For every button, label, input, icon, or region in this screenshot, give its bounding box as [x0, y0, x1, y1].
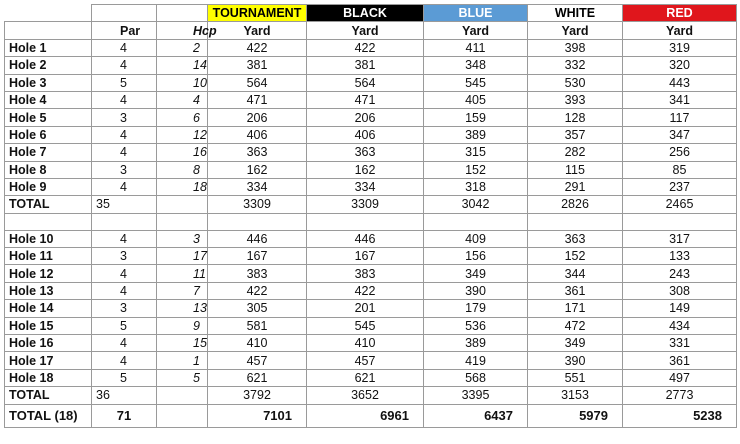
- yardage-white: 152: [528, 248, 623, 265]
- hcp-value: 11: [157, 265, 208, 282]
- yardage-red: 243: [623, 265, 737, 282]
- hcp-value: 12: [157, 126, 208, 143]
- yardage-tournament: 564: [208, 74, 307, 91]
- empty-cell: [92, 213, 157, 230]
- yardage-white: 128: [528, 109, 623, 126]
- empty-corner: [5, 5, 92, 22]
- yard-header: Yard: [424, 22, 528, 39]
- yardage-blue: 348: [424, 57, 528, 74]
- yardage-white: 390: [528, 352, 623, 369]
- hcp-value: 3: [157, 230, 208, 247]
- total-par: 35: [92, 196, 157, 213]
- hole-label: Hole 18: [5, 369, 92, 386]
- yardage-blue: 409: [424, 230, 528, 247]
- table-row: [5, 230, 737, 247]
- yardage-white: 115: [528, 161, 623, 178]
- yardage-white: 171: [528, 300, 623, 317]
- par-value: 5: [92, 74, 157, 91]
- yardage-black: 564: [307, 74, 424, 91]
- hole-label: Hole 3: [5, 74, 92, 91]
- yardage-red: 331: [623, 335, 737, 352]
- hcp-value: 13: [157, 300, 208, 317]
- par-value: 3: [92, 300, 157, 317]
- total-label: TOTAL: [5, 387, 92, 404]
- yardage-white: 282: [528, 144, 623, 161]
- total-yardage-tournament: 3309: [208, 196, 307, 213]
- yardage-black: 167: [307, 248, 424, 265]
- yardage-white: 393: [528, 91, 623, 108]
- yardage-white: 551: [528, 369, 623, 386]
- yardage-white: 344: [528, 265, 623, 282]
- yardage-white: 398: [528, 39, 623, 56]
- table-row: [5, 57, 737, 74]
- hole-label: Hole 2: [5, 57, 92, 74]
- table-body: [5, 5, 737, 428]
- yardage-red: 149: [623, 300, 737, 317]
- empty-cell: [157, 213, 208, 230]
- par-value: 4: [92, 57, 157, 74]
- total-yardage-blue: 3395: [424, 387, 528, 404]
- yardage-tournament: 381: [208, 57, 307, 74]
- table-row: [5, 109, 737, 126]
- yardage-black: 334: [307, 178, 424, 195]
- yardage-black: 457: [307, 352, 424, 369]
- total-par: 36: [92, 387, 157, 404]
- scorecard: [4, 4, 736, 428]
- total-label: TOTAL: [5, 196, 92, 213]
- yardage-red: 308: [623, 282, 737, 299]
- table-row: [5, 91, 737, 108]
- yardage-red: 317: [623, 230, 737, 247]
- table-row: [5, 161, 737, 178]
- yardage-blue: 179: [424, 300, 528, 317]
- yardage-black: 201: [307, 300, 424, 317]
- total-yardage-white: 5979: [528, 404, 623, 427]
- hole-label: Hole 9: [5, 178, 92, 195]
- empty-par-header: [92, 5, 157, 22]
- hole-label: Hole 6: [5, 126, 92, 143]
- hole-label: Hole 16: [5, 335, 92, 352]
- hole-label: Hole 15: [5, 317, 92, 334]
- par-value: 5: [92, 317, 157, 334]
- par-value: 5: [92, 369, 157, 386]
- yard-header: Yard: [623, 22, 737, 39]
- yardage-blue: 349: [424, 265, 528, 282]
- yardage-black: 471: [307, 91, 424, 108]
- table-row: [5, 126, 737, 143]
- yardage-tournament: 422: [208, 282, 307, 299]
- yardage-black: 381: [307, 57, 424, 74]
- empty-cell: [5, 213, 92, 230]
- yardage-red: 347: [623, 126, 737, 143]
- hcp-value: 9: [157, 317, 208, 334]
- yardage-white: 530: [528, 74, 623, 91]
- hcp-value: 1: [157, 352, 208, 369]
- yardage-blue: 390: [424, 282, 528, 299]
- yardage-tournament: 422: [208, 39, 307, 56]
- empty-cell: [623, 213, 737, 230]
- yardage-white: 472: [528, 317, 623, 334]
- hcp-value: 17: [157, 248, 208, 265]
- back-nine-total-row: [5, 387, 737, 404]
- yardage-table: [4, 4, 737, 428]
- empty-hole-header: [5, 22, 92, 39]
- table-row: [5, 74, 737, 91]
- total-yardage-blue: 3042: [424, 196, 528, 213]
- hole-label: Hole 12: [5, 265, 92, 282]
- yardage-red: 256: [623, 144, 737, 161]
- yardage-tournament: 167: [208, 248, 307, 265]
- yardage-red: 497: [623, 369, 737, 386]
- table-row: [5, 317, 737, 334]
- total-yardage-tournament: 7101: [208, 404, 307, 427]
- table-row: [5, 352, 737, 369]
- hole-label: Hole 10: [5, 230, 92, 247]
- hole-label: Hole 8: [5, 161, 92, 178]
- total-hcp-empty: [157, 387, 208, 404]
- total-yardage-white: 2826: [528, 196, 623, 213]
- hcp-value: 4: [157, 91, 208, 108]
- table-row: [5, 265, 737, 282]
- yardage-black: 162: [307, 161, 424, 178]
- yardage-tournament: 162: [208, 161, 307, 178]
- yardage-tournament: 457: [208, 352, 307, 369]
- yardage-white: 363: [528, 230, 623, 247]
- total-yardage-black: 3309: [307, 196, 424, 213]
- total-yardage-black: 3652: [307, 387, 424, 404]
- sub-header-row: [5, 22, 737, 39]
- yardage-blue: 152: [424, 161, 528, 178]
- hole-label: Hole 7: [5, 144, 92, 161]
- table-row: [5, 248, 737, 265]
- total-yardage-white: 3153: [528, 387, 623, 404]
- table-row: [5, 369, 737, 386]
- yardage-tournament: 334: [208, 178, 307, 195]
- yardage-white: 332: [528, 57, 623, 74]
- hcp-value: 5: [157, 369, 208, 386]
- yardage-black: 446: [307, 230, 424, 247]
- yardage-blue: 536: [424, 317, 528, 334]
- yardage-tournament: 406: [208, 126, 307, 143]
- yardage-blue: 156: [424, 248, 528, 265]
- table-row: [5, 300, 737, 317]
- table-row: [5, 144, 737, 161]
- par-value: 4: [92, 91, 157, 108]
- hcp-value: 7: [157, 282, 208, 299]
- grand-total-row: [5, 404, 737, 427]
- yardage-red: 319: [623, 39, 737, 56]
- yard-header: Yard: [307, 22, 424, 39]
- empty-cell: [208, 213, 307, 230]
- total-yardage-red: 2773: [623, 387, 737, 404]
- total-label: TOTAL (18): [5, 404, 92, 427]
- hcp-value: 15: [157, 335, 208, 352]
- total-hcp-empty: [157, 404, 208, 427]
- yard-header: Yard: [208, 22, 307, 39]
- yardage-black: 363: [307, 144, 424, 161]
- yardage-blue: 389: [424, 335, 528, 352]
- yardage-blue: 419: [424, 352, 528, 369]
- hole-label: Hole 4: [5, 91, 92, 108]
- yardage-red: 133: [623, 248, 737, 265]
- empty-hcp-header: [157, 5, 208, 22]
- hcp-value: 18: [157, 178, 208, 195]
- yardage-white: 291: [528, 178, 623, 195]
- hole-label: Hole 5: [5, 109, 92, 126]
- yardage-tournament: 383: [208, 265, 307, 282]
- yardage-black: 422: [307, 282, 424, 299]
- yardage-white: 361: [528, 282, 623, 299]
- total-yardage-tournament: 3792: [208, 387, 307, 404]
- par-header: Par: [92, 22, 157, 39]
- yardage-blue: 568: [424, 369, 528, 386]
- empty-cell: [307, 213, 424, 230]
- yardage-blue: 389: [424, 126, 528, 143]
- yardage-red: 320: [623, 57, 737, 74]
- yardage-black: 621: [307, 369, 424, 386]
- yardage-white: 349: [528, 335, 623, 352]
- yardage-red: 85: [623, 161, 737, 178]
- total-yardage-blue: 6437: [424, 404, 528, 427]
- yard-header: Yard: [528, 22, 623, 39]
- yardage-black: 383: [307, 265, 424, 282]
- par-value: 4: [92, 230, 157, 247]
- yardage-blue: 318: [424, 178, 528, 195]
- par-value: 4: [92, 352, 157, 369]
- yardage-blue: 159: [424, 109, 528, 126]
- yardage-blue: 411: [424, 39, 528, 56]
- yardage-tournament: 581: [208, 317, 307, 334]
- hcp-value: 2: [157, 39, 208, 56]
- total-yardage-black: 6961: [307, 404, 424, 427]
- yardage-blue: 405: [424, 91, 528, 108]
- yardage-black: 406: [307, 126, 424, 143]
- par-value: 4: [92, 178, 157, 195]
- yardage-tournament: 305: [208, 300, 307, 317]
- tee-header-black: BLACK: [307, 5, 424, 22]
- yardage-black: 422: [307, 39, 424, 56]
- tee-header-tournament: TOURNAMENT: [208, 5, 307, 22]
- tee-header-row: [5, 5, 737, 22]
- yardage-red: 361: [623, 352, 737, 369]
- table-row: [5, 335, 737, 352]
- yardage-tournament: 363: [208, 144, 307, 161]
- front-nine-total-row: [5, 196, 737, 213]
- yardage-black: 206: [307, 109, 424, 126]
- par-value: 4: [92, 265, 157, 282]
- tee-header-red: RED: [623, 5, 737, 22]
- hcp-value: 6: [157, 109, 208, 126]
- yardage-red: 434: [623, 317, 737, 334]
- yardage-red: 341: [623, 91, 737, 108]
- hcp-value: 16: [157, 144, 208, 161]
- yardage-tournament: 621: [208, 369, 307, 386]
- hole-label: Hole 17: [5, 352, 92, 369]
- par-value: 4: [92, 335, 157, 352]
- hcp-value: 14: [157, 57, 208, 74]
- total-par: 71: [92, 404, 157, 427]
- yardage-red: 237: [623, 178, 737, 195]
- yardage-blue: 545: [424, 74, 528, 91]
- yardage-tournament: 446: [208, 230, 307, 247]
- hcp-header: Hcp: [157, 22, 208, 39]
- yardage-black: 545: [307, 317, 424, 334]
- yardage-red: 443: [623, 74, 737, 91]
- yardage-red: 117: [623, 109, 737, 126]
- yardage-black: 410: [307, 335, 424, 352]
- par-value: 4: [92, 39, 157, 56]
- par-value: 3: [92, 161, 157, 178]
- hcp-value: 8: [157, 161, 208, 178]
- table-row: [5, 178, 737, 195]
- yardage-white: 357: [528, 126, 623, 143]
- par-value: 3: [92, 248, 157, 265]
- hcp-value: 10: [157, 74, 208, 91]
- yardage-tournament: 410: [208, 335, 307, 352]
- par-value: 3: [92, 109, 157, 126]
- empty-cell: [424, 213, 528, 230]
- spacer-row: [5, 213, 737, 230]
- tee-header-blue: BLUE: [424, 5, 528, 22]
- table-row: [5, 282, 737, 299]
- yardage-tournament: 471: [208, 91, 307, 108]
- tee-header-white: WHITE: [528, 5, 623, 22]
- total-hcp-empty: [157, 196, 208, 213]
- hole-label: Hole 13: [5, 282, 92, 299]
- par-value: 4: [92, 126, 157, 143]
- total-yardage-red: 2465: [623, 196, 737, 213]
- hole-label: Hole 1: [5, 39, 92, 56]
- table-row: [5, 39, 737, 56]
- par-value: 4: [92, 144, 157, 161]
- hole-label: Hole 14: [5, 300, 92, 317]
- par-value: 4: [92, 282, 157, 299]
- hole-label: Hole 11: [5, 248, 92, 265]
- total-yardage-red: 5238: [623, 404, 737, 427]
- yardage-tournament: 206: [208, 109, 307, 126]
- yardage-blue: 315: [424, 144, 528, 161]
- empty-cell: [528, 213, 623, 230]
